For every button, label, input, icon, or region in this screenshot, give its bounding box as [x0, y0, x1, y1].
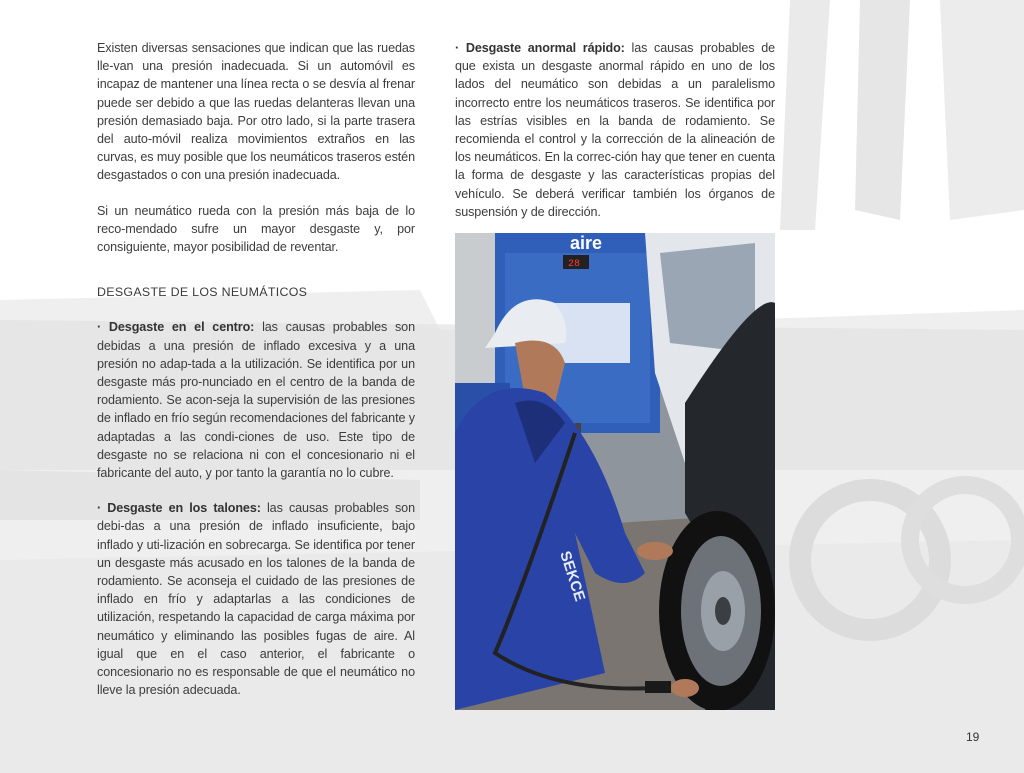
center-wear-paragraph	[97, 318, 415, 482]
low-pressure-paragraph: Si un neumático rueda con la presión más baja de lo reco-mendado sufre un mayor desgaste y, por consiguiente, mayor posibilidad de reventar.	[97, 203, 415, 255]
section-heading: DESGASTE DE LOS NEUMÁTICOS	[97, 285, 308, 300]
tire-inflation-photo	[455, 233, 775, 710]
shoulder-wear-lead: · Desgaste en los talones:	[97, 501, 261, 516]
page-number: 19	[966, 730, 980, 744]
center-wear-text: las causas probables son debidas a una presión de inflado excesiva y a una presión no adap-tada a la utilización. Se identifica por un desgaste más pro-nunciado en el centro de la banda de rodamiento. Se acon-seja la supervisión de las presiones de inflado en frío según recomendaciones del fabricante y adaptadas a las condi-ciones de uso. Este tipo de desgaste no se relaciona ni con el concesionario ni el fabricante del auto, y por tanto la garantía no lo cubre.	[97, 320, 415, 481]
rapid-wear-paragraph	[455, 39, 775, 221]
intro-paragraph: Existen diversas sensaciones que indican que las ruedas lle-van una presión inadecuada. Si un automóvil es incapaz de mantener una línea recta o se desvía al frenar puede ser debido a que las ruedas delanteras llevan una presión demasiado baja. Por otro lado, si la parte trasera del auto-móvil realiza movimientos extraños en las curvas, es muy posible que los neumáticos traseros estén desgastados o con una presión inadecuada.	[97, 41, 415, 183]
rapid-wear-text: las causas probables de que exista un desgaste anormal rápido en uno de los lados del neumático son debidas a un paralelismo incorrecto entre los neumáticos traseros. Se identifica por las estrías visibles en la banda de rodamiento. Se recomienda el control y la corrección de la alineación de los neumáticos. En la correc-ción hay que tener en cuenta la forma de desgaste y las características propias del vehículo. Se deberá verificar también los órganos de suspensión y de dirección.	[455, 41, 776, 219]
rapid-wear-lead: · Desgaste anormal rápido:	[455, 41, 625, 55]
right-column	[455, 39, 775, 238]
left-column	[97, 39, 415, 717]
sleeve-logo: SEKCE	[556, 548, 589, 604]
pressure-display-text: 28	[568, 259, 581, 270]
center-wear-lead: · Desgaste en el centro:	[97, 320, 255, 335]
shoulder-wear-text: las causas probables son debi-das a una presión de inflado insuficiente, bajo inflado y uti-lización en sobrecarga. Se identifica por tener un desgaste más acusado en los talones de la banda de rodamiento. Se aconseja el cuidado de las presiones de inflado en frío y adaptarlas a las condiciones de utilización, respetando la capacidad de carga máxima por neumático y eliminando las posibles fugas de aire. Al igual que en el caso anterior, el fabricante o concesionario no es responsable de que el neumático no lleve la presión adecuada.	[97, 501, 415, 698]
shoulder-wear-paragraph	[97, 499, 415, 699]
air-sign: aire	[570, 233, 603, 253]
photo-illustration	[455, 233, 775, 710]
